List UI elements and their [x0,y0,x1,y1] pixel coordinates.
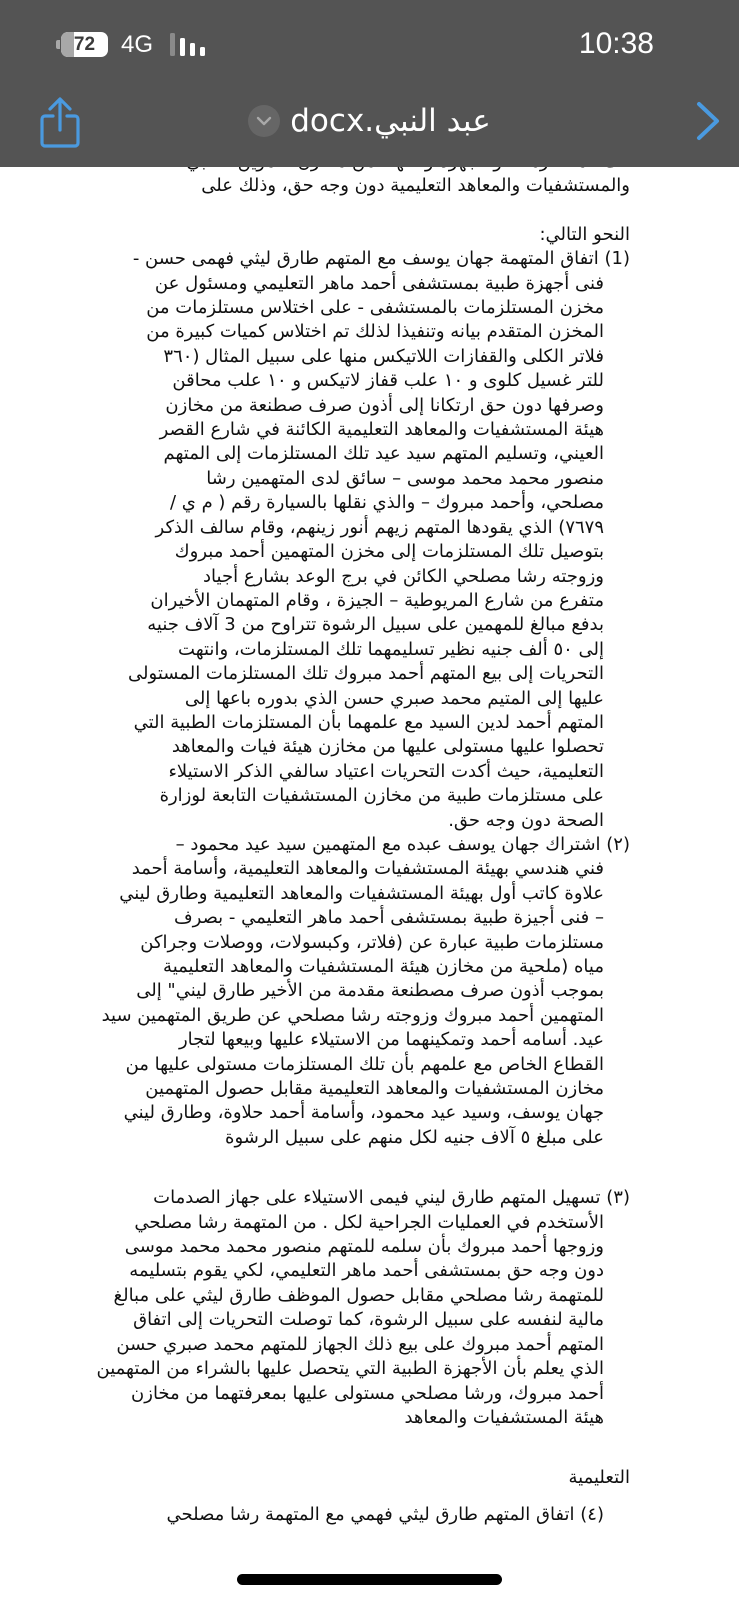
battery-percent: 72 [73,34,96,55]
text-line: الأستخدم في العمليات الجراحية لكل . من المتهمة رشا مصلحي [134,1211,604,1233]
text-line: والمستشفيات والمعاهد التعليمية دون وجه حق، وذلك على [201,175,630,197]
text-line: علاوة كاتب أول بهيئة المستشفيات والمعاهد التعليمية وطارق ليني [119,882,604,904]
text-line: – فنى أجيزة طبية بمستشفى أحمد ماهر التعليمي - بصرف [173,907,604,929]
text-line: أحمد مبروك، ورشا مصلحي مستولى عليها بمعرفتهما من مخازن [131,1382,604,1404]
text-line: التعليمية، حيث أكدت التحريات اعتياد سالفي الذكر الاستيلاء [168,760,604,782]
text-line: المتهم أحمد لدين السيد مع علمهما بأن المستلزمات الطبية التي [133,711,604,733]
home-indicator[interactable] [237,1574,502,1585]
item-2-paragraph [101,833,630,1150]
signal-bar [180,38,185,56]
text-line: (1) اتفاق المتهمة جهان يوسف مع المتهم طارق ليثي فهمى حسن - [132,248,630,270]
navigation-bar [0,92,739,162]
text-line: هيئة المستشفيات والمعاهد التعليمية الكائنة في شارع القصر [159,419,604,441]
trailing-word: التعليمية [568,1467,630,1489]
text-line: المتهم أحمد مبروك على بيع ذلك الجهاز للمتهم محمد صبري حسن [116,1333,604,1355]
text-line: عليها إلى المتيم محمد صبري حسن الذي بدوره باعها إلى [184,687,604,709]
text-line: الذي يعلم بأن الأجهزة الطبية التي يتحصل عليها بالشراء من المتهمين [96,1358,604,1380]
item-1-paragraph [110,247,630,833]
document-title: عبد النبي.docx [290,103,491,139]
text-line: هيئة المستشفيات والمعاهد [404,1406,604,1428]
lead-in: النحو التالي: [539,223,630,245]
text-line: الصحة دون وجه حق. [448,809,604,831]
text-line: مخزن المستلزمات بالمستشفى - على اختلاس مستلزمات من [146,297,604,319]
text-line: فنى أجهزة طبية بمستشفى أحمد ماهر التعليمي ومسئول عن [154,272,604,294]
text-line: متفرع من شارع المريوطية – الجيزة ، وقام المتهمان الأخيران [150,589,604,611]
text-line: مالية لنفسه على سبيل الرشوة، كما توصلت التحريات إلى اتفاق [133,1309,604,1331]
text-line: إلى ٥٠ ألف جنيه نظير تسليمهما تلك المستلزمات، وانتهت [178,638,604,660]
text-line: (٣) تسهيل المتهم طارق ليني فيمى الاستيلاء على جهاز الصدمات [153,1187,630,1209]
status-bar [0,0,739,90]
signal-strength-icon [170,33,210,56]
top-bar [0,0,739,167]
title-menu-button[interactable] [248,105,280,137]
text-line: على مبلغ ٥ آلاف جنيه لكل منهم على سبيل الرشوة [225,1126,604,1148]
text-line: المخزن المتقدم بيانه وتنفيذا لذلك تم اختلاس كميات كبيرة من [146,321,604,343]
text-line: منصور محمد محمد موسى – سائق لدى المتهمين رشا [206,467,604,489]
text-line: المتهمين أحمد مبروك وزوجته رشا مصلحي عن طريق المتهمين سيد [101,1004,604,1026]
text-line: مستلزمات طبية عبارة عن (فلاتر، وكبسولات، ووصلات وجراكن [140,931,604,953]
text-line: التحريات إلى بيع المتهم أحمد مبروك تلك المستلزمات المستولى [128,663,604,685]
battery-indicator [56,32,108,57]
chevron-right-icon [693,100,723,142]
document-title-menu[interactable] [0,96,739,146]
text-line: القطاع الخاص مع علمهم بأن تلك المستلزمات مستولى عليها من [125,1053,604,1075]
text-line: وزوجها أحمد مبروك بأن سلمه للمتهم منصور محمد محمد موسى [124,1236,604,1258]
signal-bar [190,43,195,56]
text-line: فني هندسي بهيئة المستشفيات والمعاهد التعليمية، وأسامة أحمد [131,858,604,880]
text-line: بموجب أذون صرف مصطنعة مقدمة من الأخير طارق ليني" إلى [136,980,604,1002]
text-line: مصلحي، وأحمد مبروك – والذي نقلها بالسيارة رقم ( م ي / [169,492,604,514]
text-line: جهان يوسف، وسيد عيد محمود، وأسامة أحمد حلاوة، وطارق ليني [123,1102,604,1124]
chevron-down-icon [256,116,272,126]
text-line: فلاتر الكلى والقفازات اللاتيكس منها على سبيل المثال (٣٦٠ [163,345,604,367]
text-line: مياه (ملحية من مخازن هيئة المستشفيات والمعاهد التعليمية [163,956,604,977]
text-line: (٢) اشتراك جهان يوسف عبده مع المتهمين سيد عيد محمود – [175,833,630,855]
text-line: دون وجه حق بمستشفى أحمد ماهر التعليمي، لكي يقوم بتسليمه [129,1260,604,1282]
text-line: وزوجته رشا مصلحي الكائن في برج الوعد بشارع أجياد [203,565,604,587]
network-type: 4G [121,31,154,58]
text-line: مخازن المستشفيات والمعاهد التعليمية مقابل حصول المتهمين [145,1078,604,1100]
item-4-partial: (٤) اتفاق المتهم طارق ليثي فهمي مع المتهمة رشا مصلحي [166,1503,604,1525]
next-button[interactable] [693,100,723,142]
text-line: تحصلوا عليها مستولى عليها من مخازن هيئة فيات والمعاهد [171,736,604,758]
clock: 10:38 [578,27,654,60]
text-line: ٧٦٧٩) الذي يقودها المتهم زيهم أنور زينهم، وقام سالف الذكر [155,516,604,538]
text-line: وصرفها دون حق ارتكانا إلى أذون صرف صطنعة من مخازن [165,394,604,416]
battery-nub [56,40,60,49]
signal-bar [170,33,175,56]
text-line: بتوصيل تلك المستلزمات إلى مخزن المتهمين أحمد مبروك [174,541,604,563]
text-line: بدفع مبالغ للمهمين على سبيل الرشوة تتراوح من 3 آلاف جنيه [147,614,604,636]
text-line: عيد. أسامه أحمد وتمكينهما من الاستيلاء عليها وبيعها لتجار [178,1029,604,1051]
item-3-paragraph [96,1186,630,1430]
document-body [96,150,630,1527]
text-line: للمتهمة رشا مصلحي مقابل حصول الموظف طارق ليثي على مبالغ [113,1284,604,1306]
text-line: للتر غسيل كلوى و ١٠ علب قفاز لاتيكس و ١٠ علب محاقن [172,370,604,392]
signal-bar [200,47,205,56]
text-line: على مستلزمات طبية من مخازن المستشفيات التابعة لوزارة [159,785,604,807]
text-line: العيني، وتسليم المتهم سيد عيد تلك المستلزمات إلى المتهم [163,443,604,465]
